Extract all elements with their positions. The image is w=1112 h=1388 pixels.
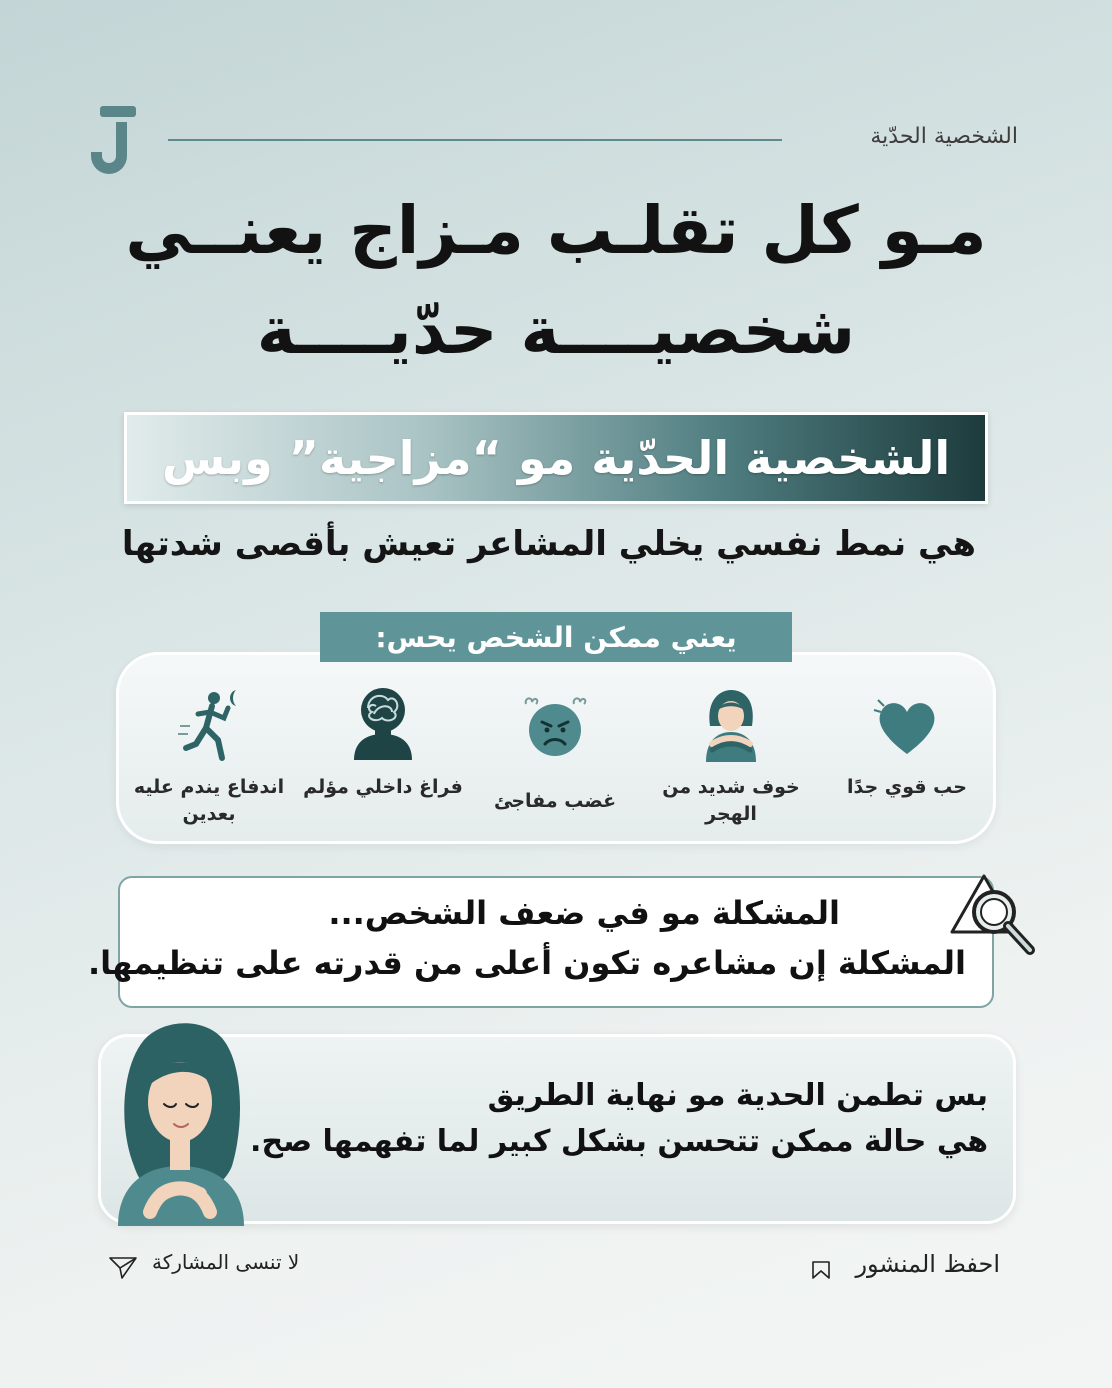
warning-magnifier-icon [946,868,1042,964]
feeling-label-fear: خوف شديد من الهجر [662,776,800,825]
bookmark-icon[interactable] [810,1258,832,1280]
calm-woman-illustration-icon [104,1016,256,1226]
feeling-label-emptiness: فراغ داخلي مؤلم [303,776,463,798]
category-label: الشخصية الحدّية [870,124,1018,149]
feeling-label-impulsivity: اندفاع يندم عليه بعدين [133,776,285,825]
hope-line-1: بس تطمن الحدية مو نهاية الطريق [487,1078,988,1113]
tangled-head-icon [348,684,418,760]
heart-icon [872,688,942,764]
angry-face-icon [520,690,590,766]
feelings-tag: يعني ممكن الشخص يحس: [320,612,792,662]
page-title-line-2: شخصيــــة حدّيــــة [256,292,856,369]
share-reminder-button[interactable]: لا تنسى المشاركة [152,1250,300,1274]
feeling-label-anger: غضب مفاجئ [493,790,617,812]
feeling-label-love: حب قوي جدًا [847,776,967,798]
running-person-icon [176,686,246,762]
header-divider [168,139,782,141]
problem-line-1: المشكلة مو في ضعف الشخص... [328,894,840,932]
highlight-text: الشخصية الحدّية مو “مزاجية” وبس [161,431,951,485]
send-icon[interactable] [108,1254,138,1280]
brand-logo-icon [86,100,138,180]
problem-line-2: المشكلة إن مشاعره تكون أعلى من قدرته على تنظيمها. [87,944,966,982]
hope-line-2: هي حالة ممكن تتحسن بشكل كبير لما تفهمها صح. [250,1124,988,1159]
highlight-banner [124,412,988,504]
subtitle: هي نمط نفسي يخلي المشاعر تعيش بأقصى شدتها [121,524,976,564]
hugging-fear-icon [696,686,766,762]
save-post-button[interactable]: احفظ المنشور [855,1250,1000,1278]
page-title-line-1: مـو كل تقلـب مـزاج يعنــي [125,192,987,269]
